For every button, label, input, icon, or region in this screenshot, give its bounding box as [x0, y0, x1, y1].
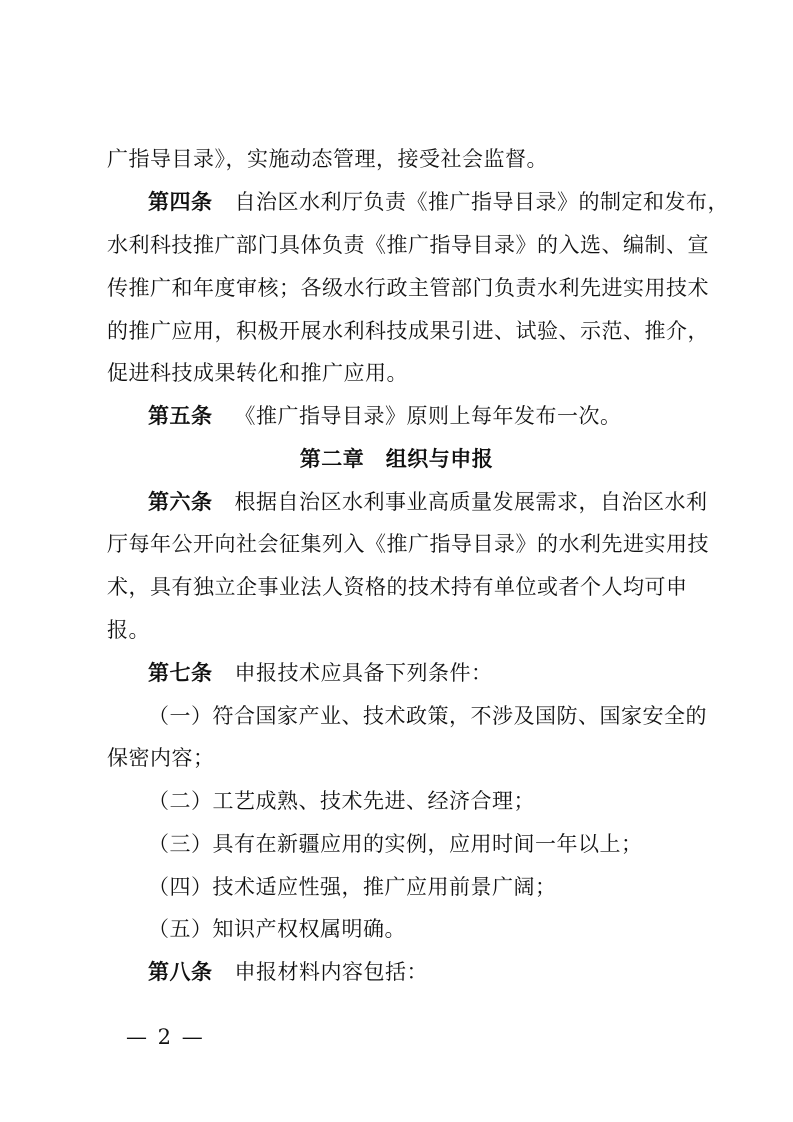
line-text: 厅每年公开向社会征集列入《推广指导目录》的水利先进实用技 — [107, 532, 709, 556]
article-7-label: 第七条 — [148, 661, 213, 685]
article-6-label: 第六条 — [148, 490, 213, 514]
body-line — [107, 360, 408, 386]
line-text: 保密内容； — [107, 746, 215, 770]
line-text: （五）知识产权权属明确。 — [148, 917, 406, 941]
page-number: — 2 — — [126, 1025, 205, 1049]
article-5-heading-line — [148, 403, 622, 429]
article-4-heading-line — [148, 189, 729, 215]
line-text: （一）符合国家产业、技术政策，不涉及国防、国家安全的 — [148, 704, 707, 728]
line-text: （三）具有在新疆应用的实例，应用时间一年以上； — [148, 832, 643, 856]
condition-item — [148, 788, 535, 814]
body-line — [107, 617, 150, 643]
article-5-label: 第五条 — [148, 404, 213, 428]
body-line — [107, 232, 709, 258]
line-text: 报。 — [107, 618, 150, 642]
line-text: 《推广指导目录》原则上每年发布一次。 — [234, 404, 622, 428]
condition-item — [148, 916, 406, 942]
line-text: 促进科技成果转化和推广应用。 — [107, 361, 408, 385]
article-7-heading-line — [148, 660, 493, 686]
condition-item — [148, 703, 707, 729]
line-text: 水利科技推广部门具体负责《推广指导目录》的入选、编制、宣 — [107, 233, 709, 257]
line-text: 的推广应用，积极开展水利科技成果引进、试验、示范、推介， — [107, 319, 709, 343]
article-6-heading-line — [148, 489, 708, 515]
body-line — [107, 318, 709, 344]
article-4-label: 第四条 — [148, 190, 213, 214]
line-text: 申报材料内容包括： — [234, 960, 428, 984]
line-text: 广指导目录》，实施动态管理，接受社会监督。 — [107, 147, 548, 171]
article-8-heading-line — [148, 959, 428, 985]
article-8-label: 第八条 — [148, 960, 213, 984]
body-line — [107, 146, 548, 172]
line-text: （四）技术适应性强，推广应用前景广阔； — [148, 875, 557, 899]
body-line — [107, 745, 215, 771]
line-text: （二）工艺成熟、技术先进、经济合理； — [148, 789, 535, 813]
condition-item — [148, 874, 557, 900]
chapter-title: 第二章 组织与申报 — [299, 447, 494, 471]
body-line — [107, 275, 709, 301]
body-line — [107, 574, 688, 600]
line-text: 申报技术应具备下列条件： — [234, 661, 493, 685]
condition-item — [148, 831, 643, 857]
chapter-heading — [0, 446, 793, 472]
line-text: 术，具有独立企事业法人资格的技术持有单位或者个人均可申 — [107, 575, 688, 599]
line-text: 根据自治区水利事业高质量发展需求，自治区水利 — [234, 490, 708, 514]
line-text: 传推广和年度审核；各级水行政主管部门负责水利先进实用技术 — [107, 276, 709, 300]
body-line — [107, 531, 709, 557]
line-text: 自治区水利厅负责《推广指导目录》的制定和发布， — [234, 190, 729, 214]
